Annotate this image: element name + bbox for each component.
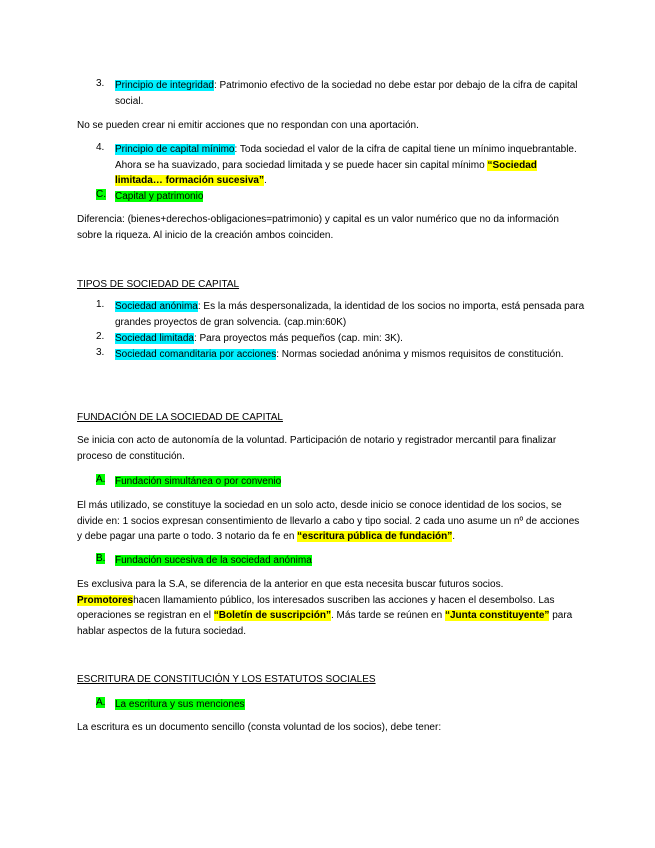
paragraph-escritura: La escritura es un documento sencillo (consta voluntad de los socios), debe tener: [77, 722, 442, 733]
section-letter [96, 474, 105, 485]
list-number: 3. [96, 78, 105, 89]
list-item-text: : Toda sociedad el valor de la cifra de capital tiene un mínimo inquebrantable. Ahora se ha suavizado, para sociedad limitada y se puede hacer sin capital mínimo [115, 144, 577, 171]
section-heading-capital-patrimonio [115, 189, 585, 205]
highlight-term: Sociedad limitada [115, 333, 194, 344]
list-item-sociedad-comanditaria [115, 347, 585, 363]
section-heading-text: Capital y patrimonio [115, 191, 204, 202]
heading-tipos-sociedad: TIPOS DE SOCIEDAD DE CAPITAL [77, 279, 240, 290]
punctuation: . [452, 531, 455, 542]
heading-escritura: ESCRITURA DE CONSTITUCIÓN Y LOS ESTATUTOS SOCIALES [77, 674, 376, 685]
section-heading-escritura-menciones [115, 697, 585, 713]
paragraph-text: El más utilizado, se constituye la sociedad en un solo acto, desde inicio se conoce identidad de los socios, se divide en: 1 socios expresan consentimiento de llevarlo a cabo y tipo social. 2 cada uno asume un nº de acciones y debe pagar una parte o todo. 3 notario da fe en [77, 500, 580, 542]
paragraph-acciones: No se pueden crear ni emitir acciones que no respondan con una aportación. [77, 120, 419, 131]
highlight-term: Promotores [77, 594, 134, 606]
list-number: 3. [96, 347, 105, 358]
section-letter-text: A. [96, 697, 106, 708]
list-number: 1. [96, 299, 105, 310]
highlight-quote: “Sociedad limitada… formación sucesiva” [115, 159, 537, 186]
list-number: 2. [96, 331, 105, 342]
highlight-quote: “Boletín de suscripción” [213, 610, 331, 621]
paragraph-text: . Más tarde se reúnen en [331, 610, 445, 621]
paragraph-text: Es exclusiva para la S.A, se diferencia de la anterior en que esta necesita buscar futuros socios. [77, 579, 504, 590]
section-heading-text: Fundación sucesiva de la sociedad anónima [115, 555, 312, 566]
list-number: 4. [96, 142, 105, 153]
section-letter-text: A. [96, 474, 106, 485]
paragraph-exclusiva-sa [77, 577, 582, 639]
section-letter [96, 697, 105, 708]
list-item-principio-integridad [115, 78, 585, 109]
list-item-text: : Normas sociedad anónima y mismos requisitos de constitución. [276, 349, 564, 360]
list-item-text: : Para proyectos más pequeños (cap. min: 3K). [193, 333, 403, 344]
list-item-principio-capital-minimo [115, 142, 585, 189]
punctuation: . [263, 175, 267, 186]
paragraph-diferencia: Diferencia: (bienes+derechos-obligaciones=patrimonio) y capital es un valor numérico que no da información sobre la riqueza. Al inicio de la creación ambos coinciden. [77, 214, 559, 241]
highlight-term: Sociedad comanditaria por acciones [115, 349, 277, 360]
section-letter [96, 189, 106, 200]
paragraph-inicio: Se inicia con acto de autonomía de la voluntad. Participación de notario y registrador mercantil para finalizar proceso de constitución. [77, 435, 557, 462]
highlight-term: Principio de capital mínimo [115, 144, 235, 155]
list-item-text: : Patrimonio efectivo de la sociedad no debe estar por debajo de la cifra de capital social. [115, 80, 578, 107]
highlight-term: Principio de integridad [115, 80, 214, 91]
section-heading-text: Fundación simultánea o por convenio [115, 476, 282, 487]
section-letter-text: C. [96, 189, 106, 200]
paragraph-text: hacen llamamiento público, los interesados suscriben las acciones y hacen el desembolso. Las operaciones se registran en el [77, 594, 555, 621]
highlight-quote: “escritura pública de fundación” [297, 531, 453, 542]
section-heading-text: La escritura y sus menciones [115, 699, 245, 710]
paragraph-mas-utilizado [77, 498, 582, 545]
list-item-sociedad-anonima [115, 299, 585, 330]
list-item-text: : Es la más despersonalizada, la identidad de los socios no importa, está pensada para grandes proyectos de gran solvencia. (cap.min:60K) [115, 301, 585, 328]
section-letter [96, 553, 105, 564]
section-heading-fundacion-simultanea [115, 474, 585, 490]
section-heading-fundacion-sucesiva [115, 553, 585, 569]
heading-fundacion: FUNDACIÓN DE LA SOCIEDAD DE CAPITAL [77, 412, 283, 423]
section-letter-text: B. [96, 553, 106, 564]
highlight-term: Sociedad anónima [115, 301, 198, 312]
highlight-quote: “Junta constituyente” [444, 610, 550, 621]
list-item-sociedad-limitada [115, 331, 585, 347]
paragraph-text: para hablar aspectos de la futura sociedad. [77, 610, 573, 637]
